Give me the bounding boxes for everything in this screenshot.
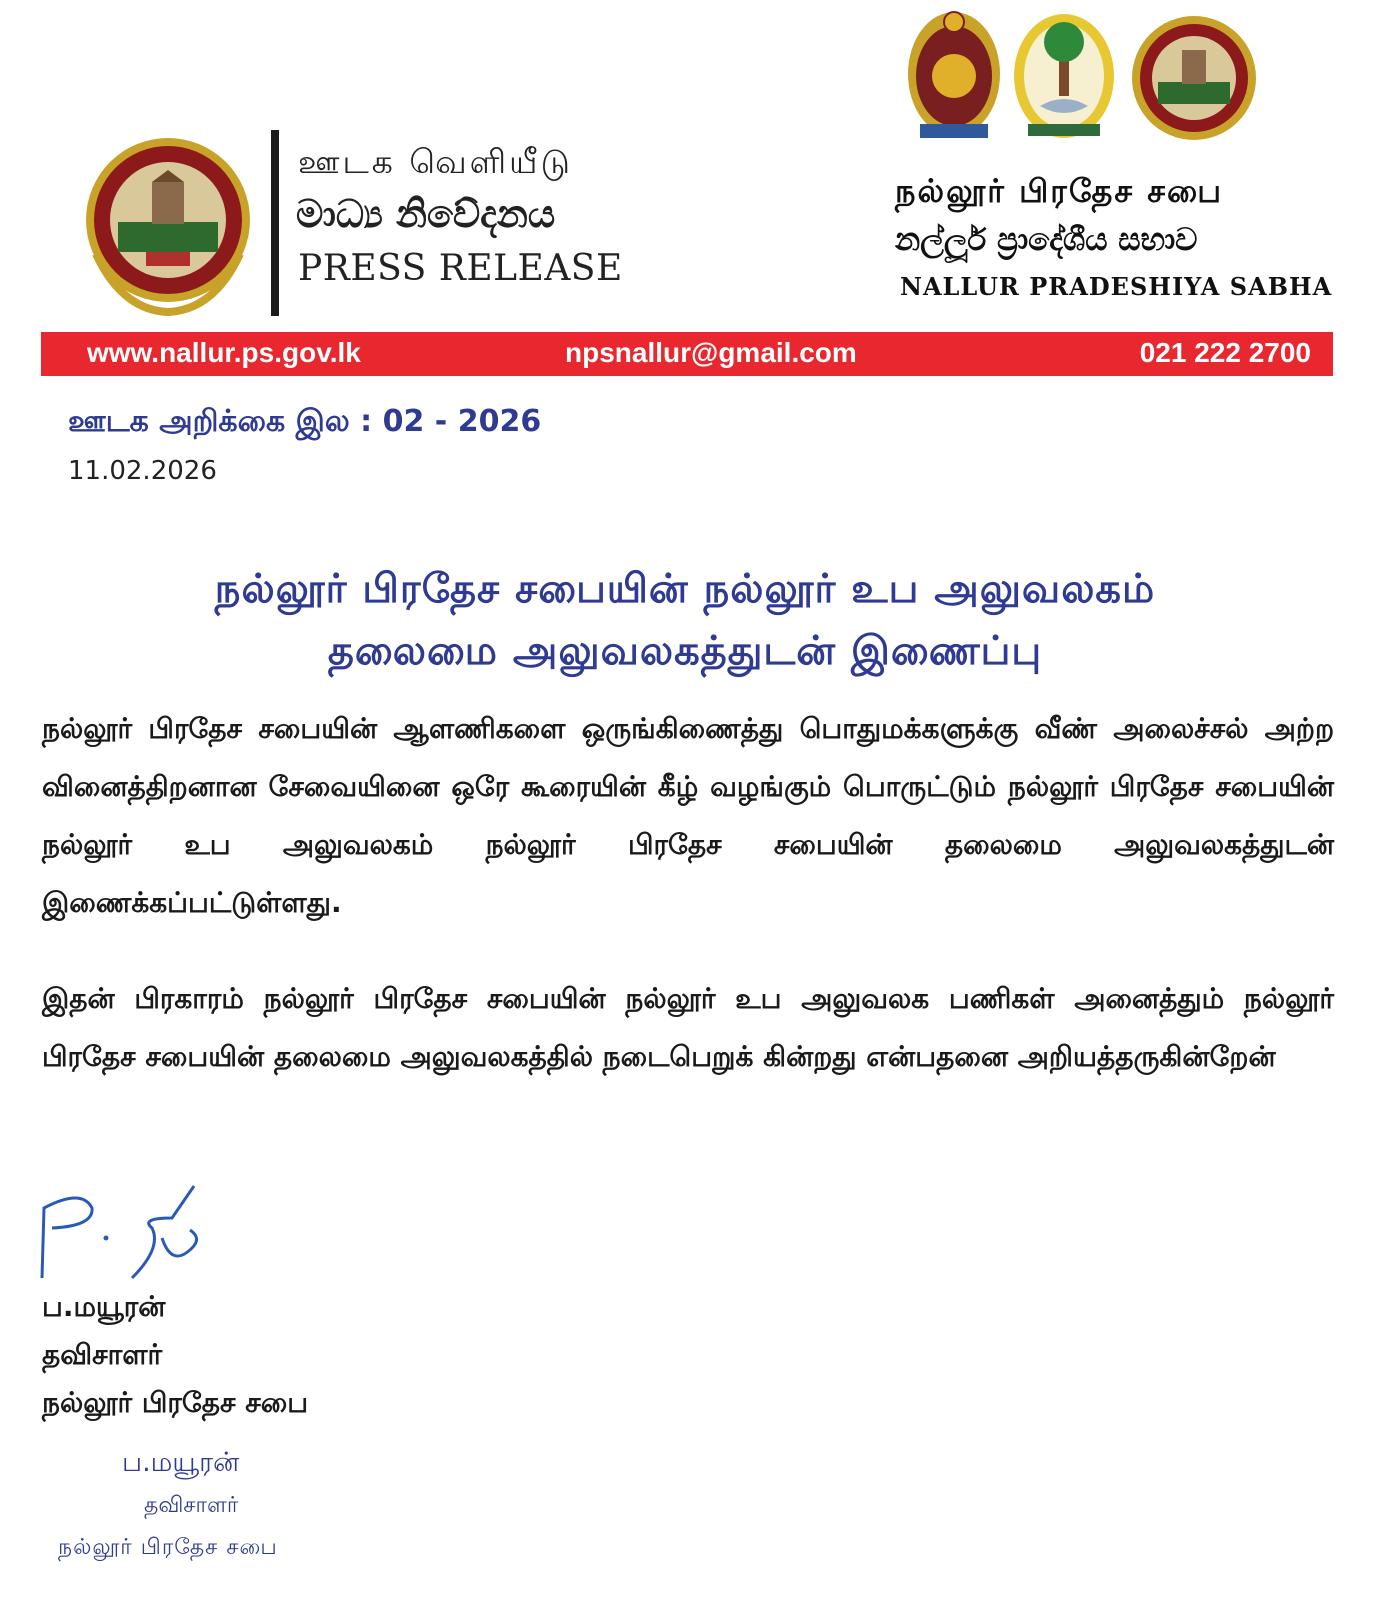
release-number: ஊடக அறிக்கை இல : 02 - 2026 — [68, 404, 542, 439]
title-line-1: நல்லூர் பிரதேச சபையின் நல்லூர் உப அலுவலகம் — [214, 566, 1156, 612]
stamp-name: ப.மயூரன் — [122, 1447, 240, 1478]
nallur-sabha-seal-icon — [82, 134, 254, 316]
body-paragraph-1: நல்லூர் பிரதேச சபையின் ஆளணிகளை ஒருங்கிணைத்து பொதுமக்களுக்கு வீண் அலைச்சல் அற்ற வினைத்திறனான சேவையினை ஒரே கூரையின் கீழ் வழங்கும் பொருட்டும் நல்லூர் பிரதேச சபையின் நல்லூர் உப அலுவலகம் நல்லூர் பிரதேச சபையின் தலைமை அலுவலகத்துடன் இணைக்கப்பட்டுள்ளது. — [42, 712, 1334, 919]
page-title — [60, 558, 1310, 682]
contact-bar — [41, 332, 1333, 376]
stamp-organization: நல்லூர் பிரதேச சபை — [58, 1535, 278, 1560]
org-name-sinhala: නල්ලූර් ප්‍රාදේශීය සභාව — [895, 222, 1198, 258]
handwritten-signature-icon — [22, 1178, 222, 1288]
signatory-role: தவிசாளர் — [42, 1338, 163, 1371]
header-divider — [271, 130, 279, 316]
org-name-english: NALLUR PRADESHIYA SABHA — [900, 272, 1333, 301]
press-release-english: PRESS RELEASE — [298, 248, 623, 289]
signatory-organization: நல்லூர் பிரதேச சபை — [42, 1386, 309, 1419]
email-link[interactable]: npsnallur@gmail.com — [565, 337, 857, 368]
sri-lanka-emblem-icon — [908, 12, 1000, 138]
press-release-sinhala: මාධ්‍ය නිවේදනය — [296, 192, 556, 236]
nallur-sabha-emblem-icon — [1132, 16, 1256, 140]
release-date: 11.02.2026 — [68, 456, 217, 486]
body-paragraph-2: இதன் பிரகாரம் நல்லூர் பிரதேச சபையின் நல்லூர் உப அலுவலக பணிகள் அனைத்தும் நல்லூர் பிரதேச சபையின் தலைமை அலுவலகத்தில் நடைபெறுக் கின்றது என்பதனை அறியத்தருகின்றேன் — [42, 982, 1334, 1073]
title-line-2: தலைமை அலுவலகத்துடன் இணைப்பு — [327, 628, 1043, 674]
phone-number[interactable]: 021 222 2700 — [1139, 337, 1311, 368]
stamp-role: தவிசாளர் — [144, 1493, 239, 1518]
website-link[interactable]: www.nallur.ps.gov.lk — [87, 337, 361, 368]
press-release-tamil: ஊடக வெளியீடு — [298, 142, 573, 181]
official-stamp — [56, 1445, 376, 1595]
signatory-name: ப.மயூரன் — [42, 1290, 166, 1323]
emblems-group — [902, 6, 1262, 146]
northern-province-emblem-icon — [1014, 14, 1114, 138]
org-name-tamil: நல்லூர் பிரதேச சபை — [895, 172, 1224, 210]
